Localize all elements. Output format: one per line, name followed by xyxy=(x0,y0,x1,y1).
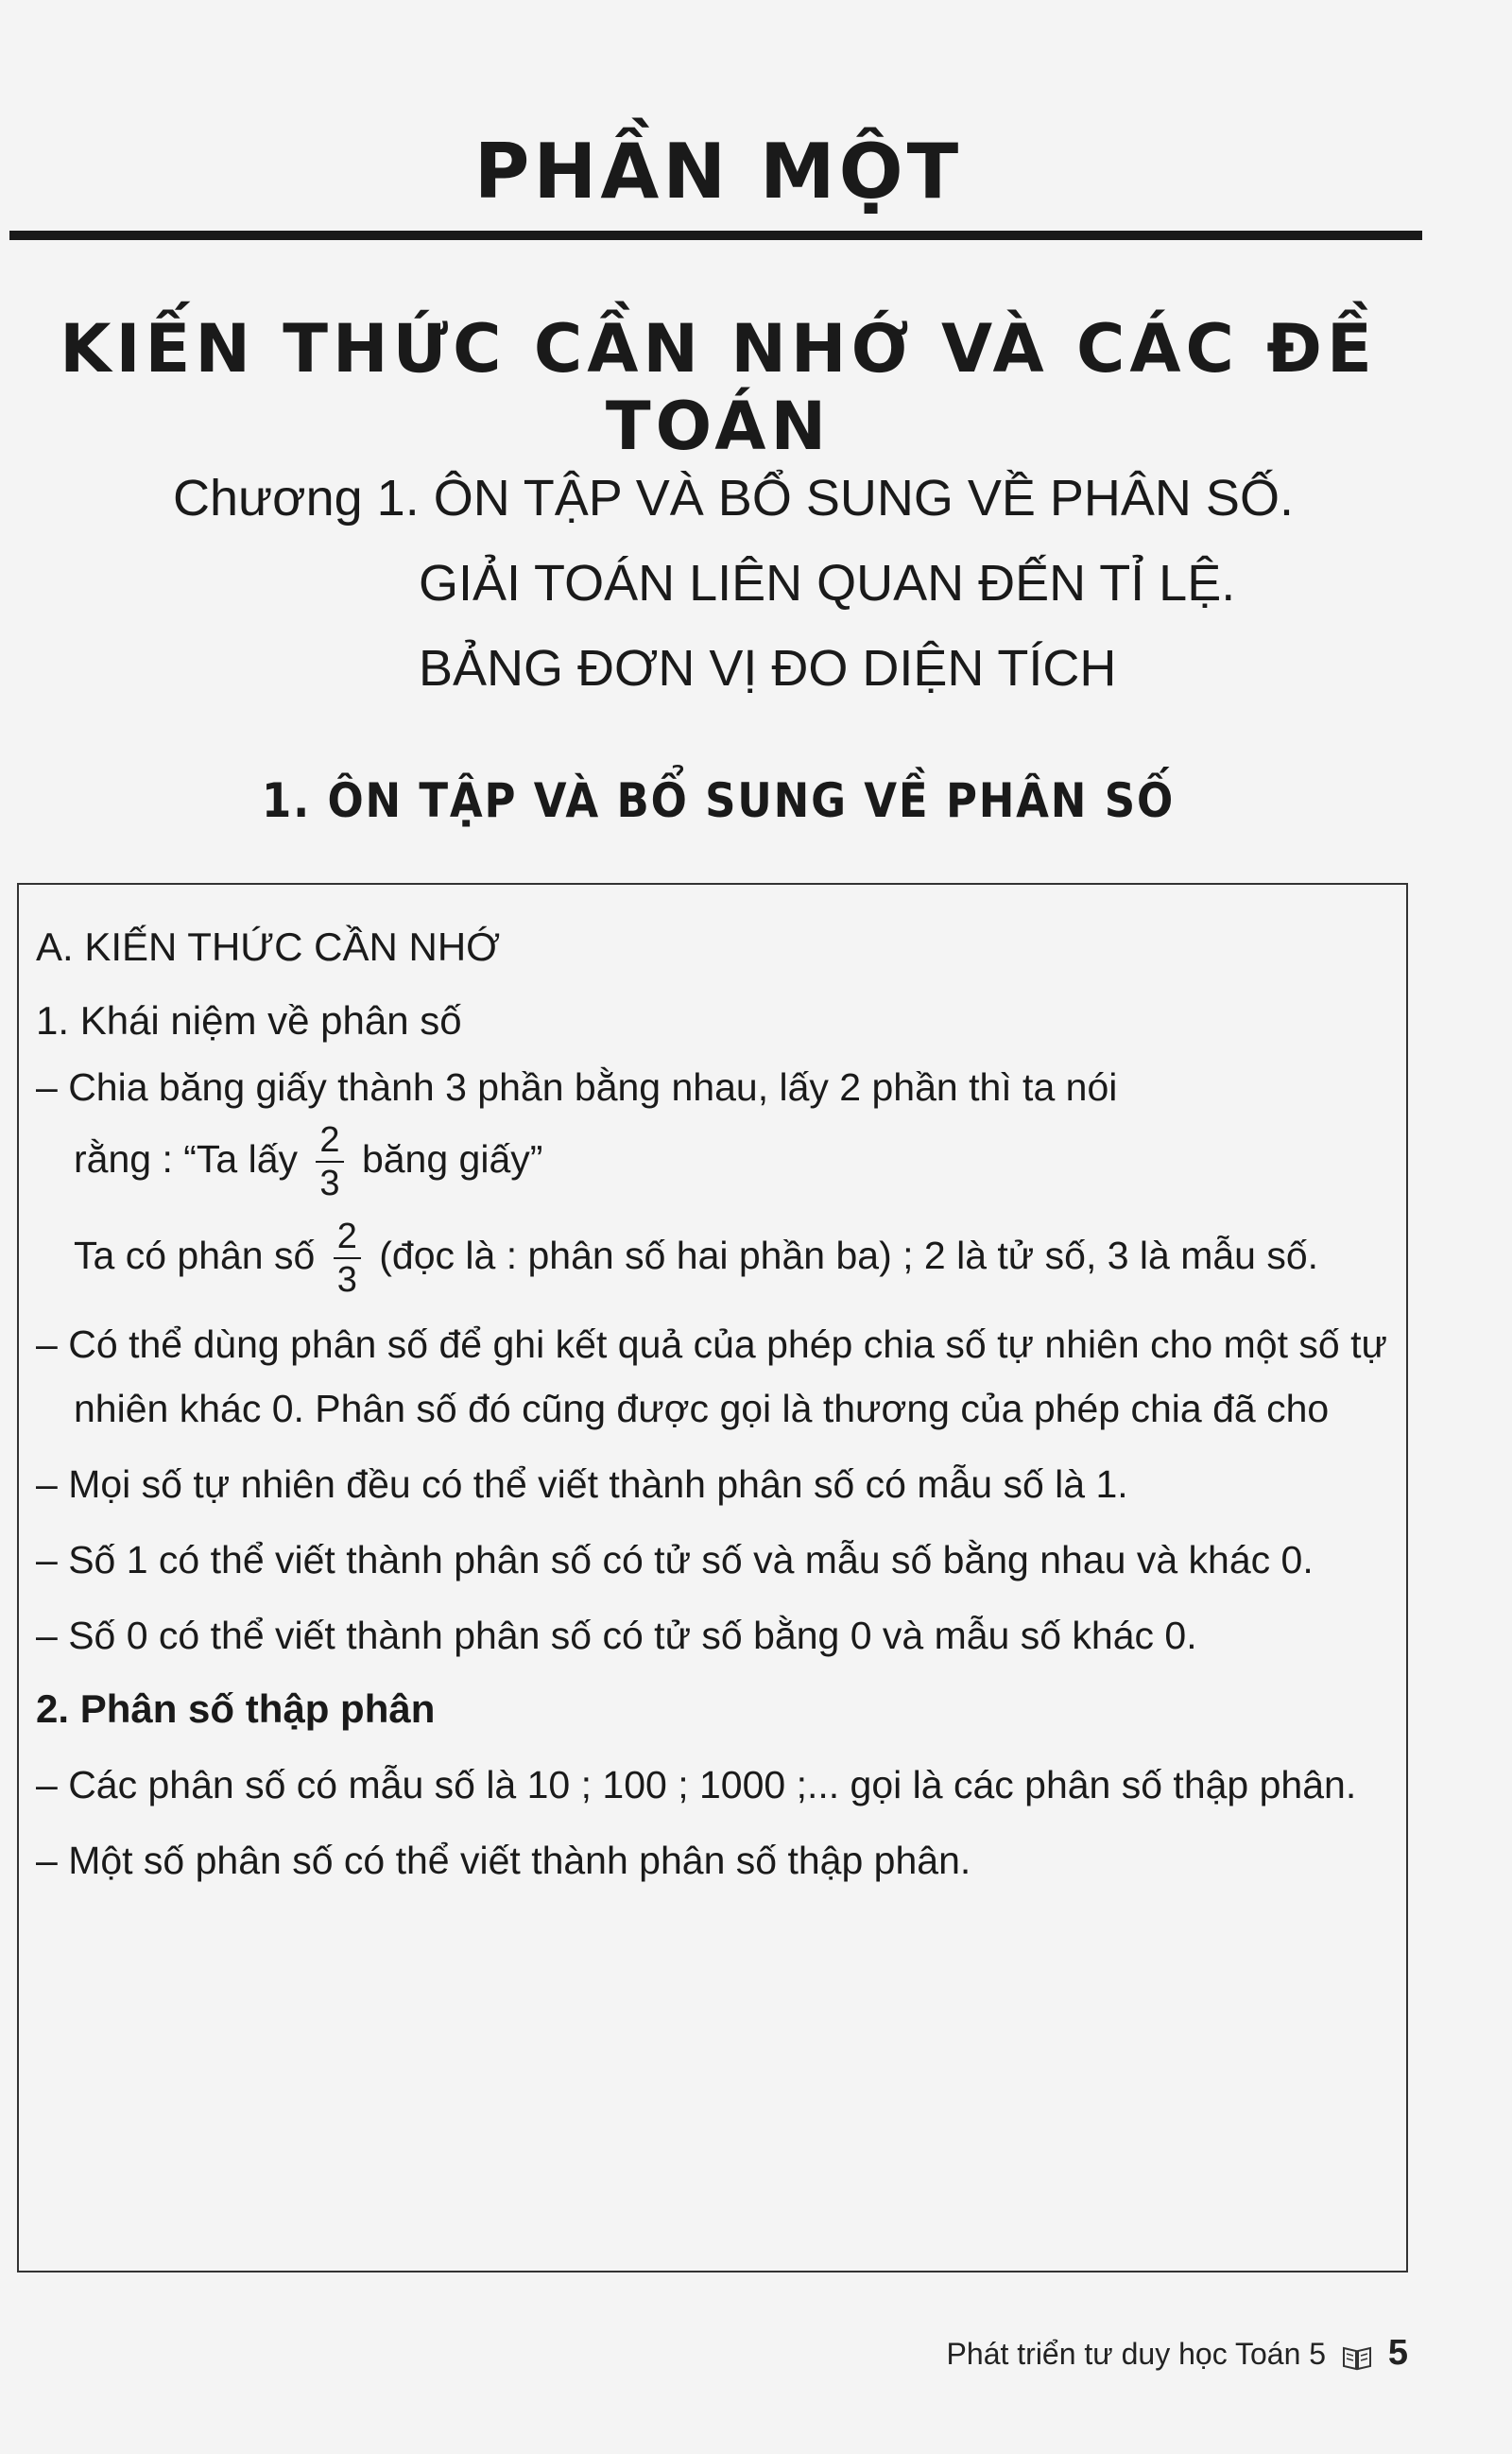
paragraph-1b-post: băng giấy” xyxy=(361,1136,543,1181)
paragraph-3: – Có thể dùng phân số để ghi kết quả của phép chia số tự nhiên cho một số tự nhiên khác 0. Phân số đó cũng được gọi là thương của phép chia đã cho xyxy=(36,1322,1387,1430)
fraction-two-thirds-2 xyxy=(334,1216,361,1301)
paragraph-4: – Mọi số tự nhiên đều có thể viết thành phân số có mẫu số là 1. xyxy=(36,1462,1128,1506)
book-title: Phát triển tư duy học Toán 5 xyxy=(946,2337,1327,2371)
knowledge-content xyxy=(36,917,1387,1904)
subheading-2: 2. Phân số thập phân xyxy=(36,1686,436,1731)
fraction-denominator: 3 xyxy=(336,1260,357,1300)
fraction-two-thirds xyxy=(316,1119,343,1204)
section-title: 1. ÔN TẬP VÀ BỔ SUNG VỀ PHÂN SỐ xyxy=(261,773,1176,828)
fraction-denominator: 3 xyxy=(319,1164,340,1203)
main-title: KIẾN THỨC CẦN NHỚ VÀ CÁC ĐỀ TOÁN xyxy=(60,310,1377,465)
part-title: PHẦN MỘT xyxy=(473,128,963,216)
chapter-heading xyxy=(173,456,1294,711)
fraction-numerator: 2 xyxy=(334,1216,361,1259)
heading-a: A. KIẾN THỨC CẦN NHỚ xyxy=(36,925,501,969)
divider xyxy=(9,231,1422,240)
paragraph-6: – Số 0 có thể viết thành phân số có tử số bằng 0 và mẫu số khác 0. xyxy=(36,1614,1197,1657)
page-number: 5 xyxy=(1387,2333,1408,2373)
paragraph-5: – Số 1 có thể viết thành phân số có tử số và mẫu số bằng nhau và khác 0. xyxy=(36,1538,1314,1581)
paragraph-2 xyxy=(36,1216,1387,1301)
book-icon xyxy=(1342,2343,1372,2370)
paragraph-2-pre: Ta có phân số xyxy=(74,1233,316,1277)
chapter-line-2: GIẢI TOÁN LIÊN QUAN ĐẾN TỈ LỆ. xyxy=(419,555,1236,612)
chapter-line-1: Chương 1. ÔN TẬP VÀ BỔ SUNG VỀ PHÂN SỐ. xyxy=(173,470,1294,527)
paragraph-1: – Chia băng giấy thành 3 phần bằng nhau, lấy 2 phần thì ta nói xyxy=(36,1065,1118,1109)
paragraph-1b-pre: rằng : “Ta lấy xyxy=(74,1136,298,1181)
paragraph-2-post: (đọc là : phân số hai phần ba) ; 2 là tử số, 3 là mẫu số. xyxy=(379,1233,1319,1277)
paragraph-7: – Các phân số có mẫu số là 10 ; 100 ; 1000 ;... gọi là các phân số thập phân. xyxy=(36,1763,1357,1806)
paragraph-8: – Một số phân số có thể viết thành phân số thập phân. xyxy=(36,1839,971,1882)
fraction-numerator: 2 xyxy=(316,1119,343,1163)
page-footer xyxy=(947,2333,1408,2374)
subheading-1: 1. Khái niệm về phân số xyxy=(36,998,462,1043)
paragraph-1b xyxy=(36,1119,1387,1204)
chapter-line-3: BẢNG ĐƠN VỊ ĐO DIỆN TÍCH xyxy=(419,640,1117,697)
